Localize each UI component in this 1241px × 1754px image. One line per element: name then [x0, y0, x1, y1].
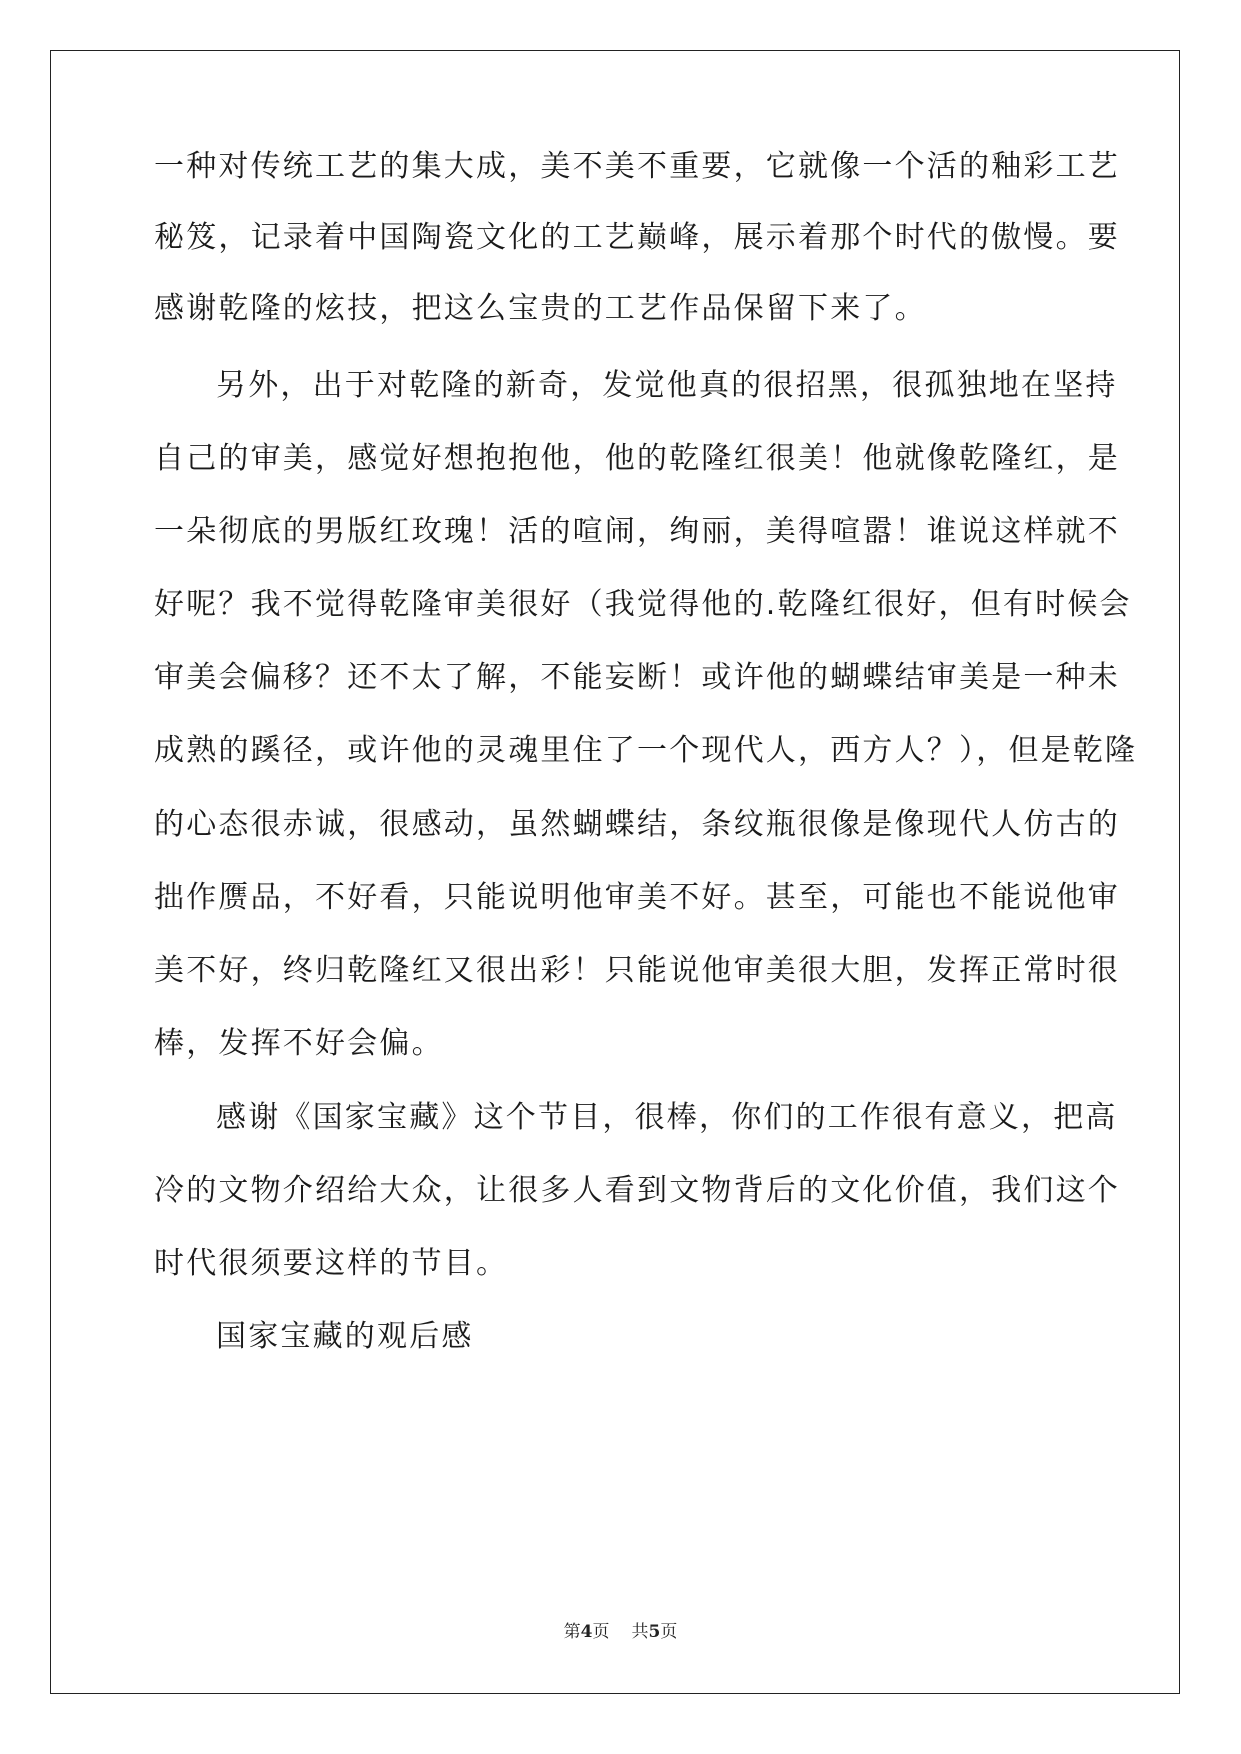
paragraph-line: 感谢《国家宝藏》这个节目，很棒，你们的工作很有意义，把高: [216, 1100, 1118, 1135]
page-footer: [0, 1621, 1241, 1643]
current-page-number: 4: [580, 1622, 593, 1642]
paragraph-line: 一朵彻底的男版红玫瑰！活的喧闹，绚丽，美得喧嚣！谁说这样就不: [154, 514, 1120, 549]
total-page-number: 5: [648, 1622, 661, 1642]
paragraph-line: 另外，出于对乾隆的新奇，发觉他真的很招黑，很孤独地在坚持: [216, 368, 1118, 403]
paragraph-line: 感谢乾隆的炫技，把这么宝贵的工艺作品保留下来了。: [154, 291, 927, 326]
total-prefix: 共: [631, 1622, 649, 1642]
paragraph-line: 时代很须要这样的节目。: [154, 1246, 509, 1281]
paragraph-line: 成熟的蹊径，或许他的灵魂里住了一个现代人，西方人？），但是乾隆: [154, 733, 1138, 768]
paragraph-line: 拙作赝品，不好看，只能说明他审美不好。甚至，可能也不能说他审: [154, 880, 1120, 915]
paragraph-line: 审美会偏移？还不太了解，不能妄断！或许他的蝴蝶结审美是一种未: [154, 660, 1120, 695]
paragraph-line: 的心态很赤诚，很感动，虽然蝴蝶结，条纹瓶很像是像现代人仿古的: [154, 807, 1120, 842]
page-suffix: 页: [592, 1622, 610, 1642]
paragraph-line: 一种对传统工艺的集大成，美不美不重要，它就像一个活的釉彩工艺: [154, 149, 1120, 184]
paragraph-line: 美不好，终归乾隆红又很出彩！只能说他审美很大胆，发挥正常时很: [154, 953, 1120, 988]
paragraph-line: 好呢？我不觉得乾隆审美很好（我觉得他的.乾隆红很好，但有时候会: [154, 587, 1132, 622]
paragraph-line: 秘笈，记录着中国陶瓷文化的工艺巅峰，展示着那个时代的傲慢。要: [154, 220, 1120, 255]
section-heading: 国家宝藏的观后感: [216, 1319, 474, 1354]
paragraph-line: 自己的审美，感觉好想抱抱他，他的乾隆红很美！他就像乾隆红，是: [154, 441, 1120, 476]
paragraph-line: 棒，发挥不好会偏。: [154, 1026, 444, 1061]
total-suffix: 页: [660, 1622, 678, 1642]
paragraph-line: 冷的文物介绍给大众，让很多人看到文物背后的文化价值，我们这个: [154, 1173, 1120, 1208]
page-prefix: 第: [563, 1622, 581, 1642]
